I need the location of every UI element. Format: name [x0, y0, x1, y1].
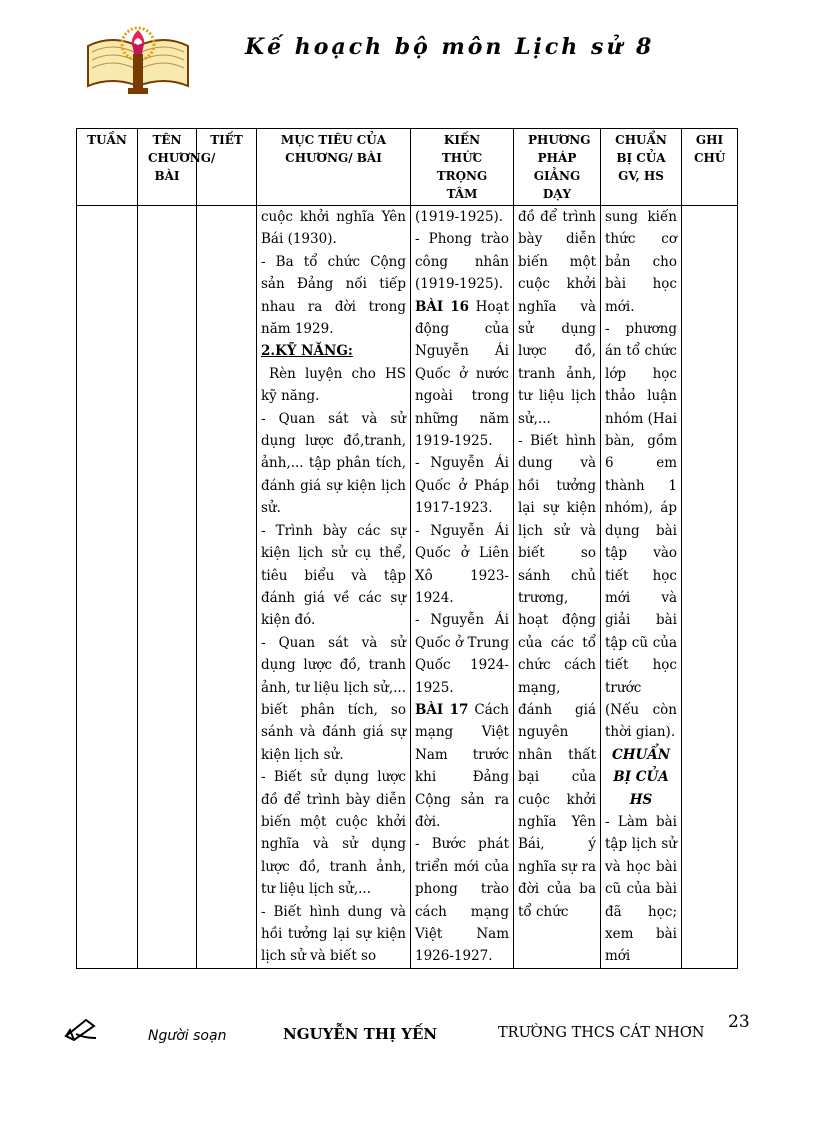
table-row [77, 206, 738, 969]
objective-line: - Ba tổ chức Cộng sản Đảng nối tiếp nhau ra đời trong năm 1929. [261, 253, 406, 338]
knowledge-line: - Nguyễn Ái Quốc ở Pháp 1917-1923. [415, 455, 509, 517]
cell-key-knowledge [411, 206, 514, 969]
knowledge-line: - Nguyễn Ái Quốc ở Liên Xô 1923-1924. [415, 522, 509, 606]
lesson-17-label: BÀI 17 [415, 701, 469, 718]
header-week: TUẦN [77, 129, 138, 206]
skills-heading: 2.KỸ NĂNG: [261, 343, 353, 360]
objective-line: - Quan sát và sử dụng lược đồ, tranh ảnh, tư liệu lịch sử,... biết phân tích, so sánh và đánh giá sự kiện lịch sử. [261, 634, 406, 763]
header-objectives: MỤC TIÊU CỦA CHƯƠNG/ BÀI [257, 129, 411, 206]
header-key-knowledge: KIẾN THỨC TRỌNG TÂM [411, 129, 514, 206]
lesson-17 [415, 699, 509, 833]
knowledge-line: - Bước phát triển mới của phong trào cách mạng Việt Nam 1926-1927. [415, 836, 509, 965]
cell-period [197, 206, 257, 969]
header-period: TIẾT [197, 129, 257, 206]
lesson-16-label: BÀI 16 [415, 298, 470, 315]
header-method: PHƯƠNG PHÁP GIẢNG DẠY [514, 129, 601, 206]
objective-line: - Biết sử dụng lược đồ để trình bày diễn biến một cuộc khởi nghĩa và sử dụng lược đồ, tranh ảnh, tư liệu lịch sử,... [261, 769, 406, 898]
cell-objectives [257, 206, 411, 969]
header-chapter: TÊN CHƯƠNG/ BÀI [138, 129, 197, 206]
cell-notes [682, 206, 738, 969]
pen-icon [64, 1016, 98, 1042]
prep-line: sung kiến thức cơ bản cho bài học mới. [605, 209, 677, 315]
knowledge-line: (1919-1925). [415, 209, 504, 225]
table-header-row [77, 129, 738, 206]
knowledge-line: - Nguyễn Ái Quốc ở Trung Quốc 1924-1925. [415, 612, 509, 696]
author-name: NGUYỄN THỊ YẾN [283, 1025, 438, 1043]
student-prep-heading: CHUẨN BỊ CỦA HS [611, 746, 671, 808]
method-line: - Biết hình dung và hồi tưởng lại sự kiện lịch sử và biết so sánh chủ trương, hoạt động của các tổ chức cách mạng, đánh giá nguyên nhân thất bại của cuộc khởi nghĩa Yên Bái, ý nghĩa sự ra đời của ba tổ chức [518, 433, 596, 920]
cell-preparation [601, 206, 682, 969]
objective-line: cuộc khởi nghĩa Yên Bái (1930). [261, 209, 406, 248]
knowledge-line: - Phong trào công nhân (1919-1925). [415, 231, 509, 293]
preparer-label: Người soạn [148, 1028, 227, 1044]
header-notes: GHI CHÚ [682, 129, 738, 206]
lesson-16-title: Hoạt động của Nguyễn Ái Quốc ở nước ngoài trong những năm 1919-1925. [415, 298, 510, 450]
prep-line: - Làm bài tập lịch sử và học bài cũ của bài đã học; xem bài mới [605, 813, 677, 965]
school-name: TRƯỜNG THCS CÁT NHƠN [498, 1025, 705, 1041]
lesson-plan-table [76, 128, 738, 969]
objective-line: - Quan sát và sử dụng lược đồ,tranh, ảnh,... tập phân tích, đánh giá sự kiện lịch sử. [261, 410, 406, 517]
lesson-16 [415, 296, 509, 453]
school-logo [82, 24, 194, 100]
cell-week [77, 206, 138, 969]
cell-method [514, 206, 601, 969]
objective-line: - Trình bày các sự kiện lịch sử cụ thể, tiêu biểu và tập đánh giá về các sự kiện đó. [261, 522, 406, 629]
lesson-17-title: Cách mạng Việt Nam trước khi Đảng Cộng sản ra đời. [415, 701, 509, 830]
objective-line: Rèn luyện cho HS kỹ năng. [261, 365, 406, 405]
page-number: 23 [728, 1012, 750, 1032]
cell-chapter [138, 206, 197, 969]
method-line: đồ để trình bày diễn biến một cuộc khởi nghĩa và sử dụng lược đồ, tranh ảnh, tư liệu lịch sử,... [518, 209, 596, 427]
header-preparation: CHUẨN BỊ CỦA GV, HS [601, 129, 682, 206]
objective-line: - Biết hình dung và hồi tưởng lại sự kiện lịch sử và biết so [261, 903, 406, 965]
header-script-title: Kế hoạch bộ môn Lịch sử 8 [245, 34, 655, 60]
prep-line: - phương án tổ chức lớp học thảo luận nhóm (Hai bàn, gồm 6 em thành 1 nhóm), áp dụng bài tập vào tiết học mới và giải bài tập cũ của tiết học trước (Nếu còn thời gian). [605, 321, 678, 741]
